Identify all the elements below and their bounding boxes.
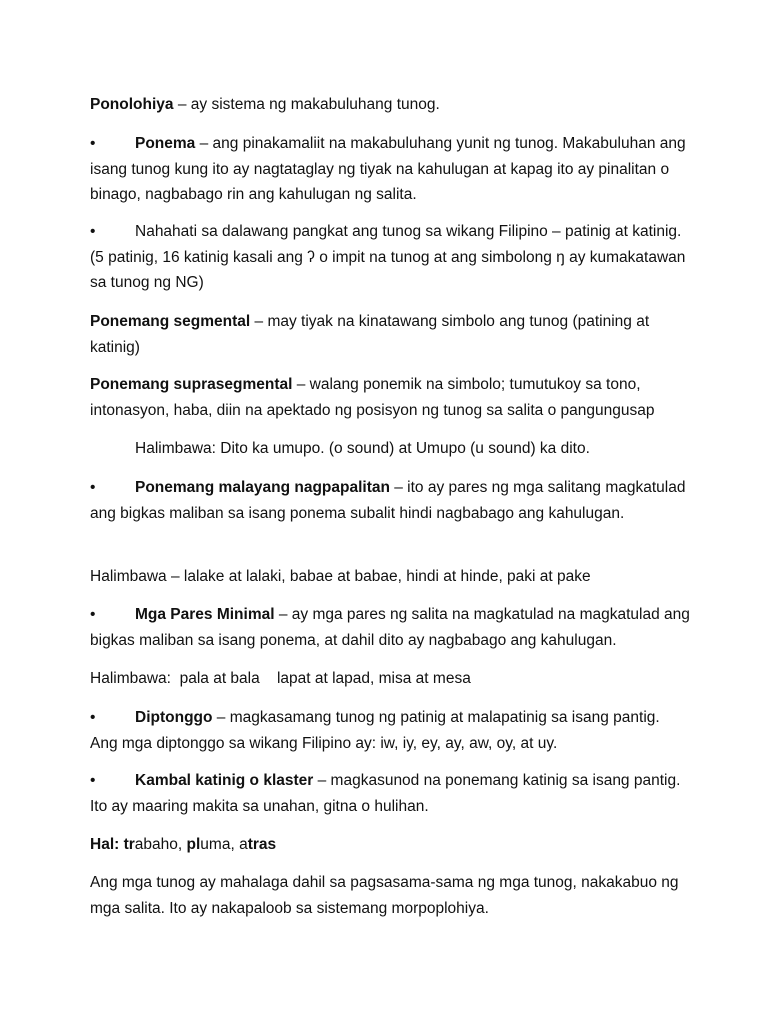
term-pares-minimal: Mga Pares Minimal: [135, 606, 275, 623]
paragraph-hal: [90, 832, 690, 858]
example-malayang: Halimbawa – lalake at lalaki, babae at babae, hindi at hinde, paki at pake: [90, 568, 591, 585]
paragraph-malayang-nagpapalitan: [90, 475, 690, 526]
paragraph-kambal-katinig: [90, 768, 690, 819]
paragraph-halimbawa-pares: [90, 666, 690, 692]
definition-malayang: – ito ay pares ng mga salitang magkatulad ang bigkas maliban sa isang ponema subalit hindi nagbabago ang kahulugan.: [90, 479, 686, 522]
bullet: •: [90, 606, 96, 623]
paragraph-closing: [90, 870, 690, 921]
paragraph-halimbawa-malayang: [90, 564, 690, 590]
paragraph-ponemang-suprasegmental: [90, 372, 690, 423]
bullet: •: [90, 772, 96, 789]
term-ponolohiya: Ponolohiya: [90, 96, 174, 113]
hal-label: Hal:: [90, 836, 124, 853]
hal-word-3-start: a: [239, 836, 248, 853]
paragraph-diptonggo: [90, 705, 690, 756]
bullet: •: [90, 135, 96, 152]
closing-text: Ang mga tunog ay mahalaga dahil sa pagsasama-sama ng mga tunog, nakakabuo ng mga salita. Ito ay nakapaloob sa sistemang morpoplohiya.: [90, 874, 679, 917]
term-malayang: Ponemang malayang nagpapalitan: [135, 479, 390, 496]
hal-word-2-cluster: pl: [186, 836, 201, 853]
definition-kambal: – magkasunod na ponemang katinig sa isang pantig. Ito ay maaring makita sa unahan, gitna o hulihan.: [90, 772, 681, 815]
hal-word-2-rest: uma,: [200, 836, 240, 853]
term-kambal: Kambal katinig o klaster: [135, 772, 314, 789]
term-diptonggo: Diptonggo: [135, 709, 213, 726]
term-segmental: Ponemang segmental: [90, 313, 251, 330]
definition-suprasegmental: – walang ponemik na simbolo; tumutukoy sa tono, intonasyon, haba, diin na apektado ng posisyon ng tunog sa salita o pangungusap: [90, 376, 655, 419]
hal-word-3-cluster: tras: [247, 836, 277, 853]
bullet: •: [90, 479, 96, 496]
text-nahahati: Nahahati sa dalawang pangkat ang tunog sa wikang Filipino – patinig at katinig. (5 patinig, 16 katinig kasali ang ʔ o impit na tunog at ang simbolong ŋ ay kumakatawan sa tunog ng NG): [90, 223, 686, 291]
paragraph-ponolohiya: [90, 92, 690, 118]
hal-word-1-cluster: tr: [123, 836, 135, 853]
example-suprasegmental: Halimbawa: Dito ka umupo. (o sound) at Umupo (u sound) ka dito.: [135, 440, 590, 457]
bullet: •: [90, 709, 96, 726]
paragraph-ponema: [90, 131, 690, 208]
paragraph-nahahati: [90, 219, 690, 296]
definition-ponolohiya: – ay sistema ng makabuluhang tunog.: [173, 96, 440, 113]
definition-segmental: – may tiyak na kinatawang simbolo ang tunog (patining at katinig): [90, 313, 650, 356]
hal-word-1-rest: abaho,: [134, 836, 187, 853]
bullet: •: [90, 223, 96, 240]
term-ponema: Ponema: [135, 135, 196, 152]
definition-diptonggo: – magkasamang tunog ng patinig at malapatinig sa isang pantig. Ang mga diptonggo sa wikang Filipino ay: iw, iy, ey, ay, aw, oy, at uy.: [90, 709, 660, 752]
paragraph-halimbawa-suprasegmental: [90, 436, 690, 462]
term-suprasegmental: Ponemang suprasegmental: [90, 376, 293, 393]
definition-ponema: – ang pinakamaliit na makabuluhang yunit ng tunog. Makabuluhan ang isang tunog kung ito ay nagtataglay ng tiyak na kahulugan at kapag ito ay pinalitan o binago, nagbabago rin ang kahulugan ng salita.: [90, 135, 686, 203]
paragraph-pares-minimal: [90, 602, 690, 653]
example-pares: Halimbawa: pala at bala lapat at lapad, misa at mesa: [90, 670, 471, 687]
definition-pares-minimal: – ay mga pares ng salita na magkatulad na magkatulad ang bigkas maliban sa isang ponema, at dahil dito ay nagbabago ang kahulugan.: [90, 606, 690, 649]
paragraph-ponemang-segmental: [90, 309, 690, 360]
